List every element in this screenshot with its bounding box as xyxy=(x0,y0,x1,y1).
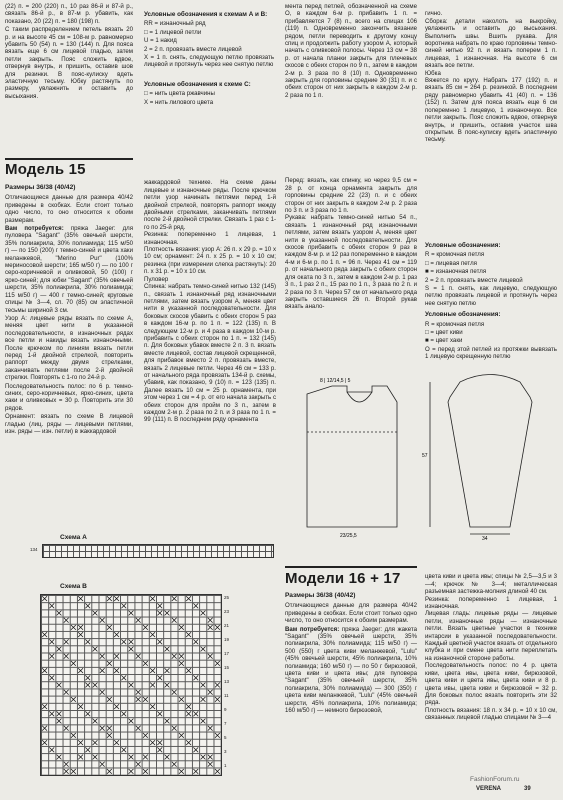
scheme-a-grid xyxy=(42,544,274,558)
legend-right-item: R = кромочная петля xyxy=(425,320,485,328)
scheme-b-row-number: 9 xyxy=(224,707,227,712)
model15-pattern-a: Узор А: лицевые ряды вязать по схеме А, меняя цвет нити в указанной последовательности, в изнаночных рядах все петли и накиды вязать изнаночными. После крючком по линиям вязать петли перед 1-й двойной стрелкой, повторить раппорт между двумя стрелками, заканчивать петлями после 2-й двойной стрелки. Повторять с 1-го по 24-й р. xyxy=(5,314,133,382)
col1-paragraph-1: (22) п. = 200 (220) п., 10 раз 86-й и 87-й р., связать 86-й р., в 87-м р. убавить, как показано, 20 (22) п. = 180 (198) п. xyxy=(5,3,133,25)
legend-ab-block xyxy=(144,3,274,153)
model1617-techniques: цвета киви и цвета ивы; спицы № 2,5—3,5 и 3—4; крючок № 3—4; металлическая разъемная застежка-молния длиной 40 см. Резинка: попеременно 1 лицевая, 1 изнаночная. Лицевая гладь: лицевые ряды — лицевые петли, изнаночные ряды — изнаночные петли. Вязать цветные участки в технике интарсии в указанной последовательности. Каждый цветной участок вязать от отдельного клубка и при смене цвета нити переплетать на изнаночной стороне работы. Последовательность полос: по 4 р. цвета киви, цвета ивы, цвета киви, бирюзовой, цвета киви и цвета ивы, цвета киви и 8 р. цвета ивы, цвета киви и бирюзовой = 32 р. Для боковых полос вязать повторить эти 32 ряда. Плотность вязания: 18 п. х 34 р. = 10 х 10 см, связанных лицевой гладью спицами № 3—4 xyxy=(425,573,557,722)
legend-right-item: R = кромочная петля xyxy=(425,251,485,259)
model1617-intro: Отличающиеся данные для размера 40/42 приведены в скобках. Если стоит только одно число, то оно относится к обоим размерам. xyxy=(285,602,417,625)
model15-rule xyxy=(5,158,133,160)
legend-right-item: □ = лицевая петля xyxy=(425,259,477,267)
legend-ab-item: U = 1 накид xyxy=(144,37,177,45)
model15-ornament: Орнамент: вязать по схеме В лицевой гладью (лиц. ряды — лицевыми петлями, изн. ряды — изн. петли) в жаккардовой xyxy=(5,413,133,435)
model15-materials: пряжа Jaeger: для пуловера "Sagant" (35% овечьей шерсти, 35% полиакрила, 30% полиамида; 115 м/50 г) — по 150 (200) г темно-синей и цвета хаки меланжевой, "Merino Pur" (100% мериносовой шерсти; 165 м/50 г) — по 100 г серо-коричневой и оливковой, 50 (100) г ярко-синей; для юбки "Sagant" (35% овечьей шерсти, 35% полиакрила, 30% полиамида; 115 м/50 г) — 400 г темно-синей; круговые спицы № 3—4, сл. 70 (85) см эластичной тесьмы шириной 3 см. xyxy=(5,225,133,314)
legend-right-item: S = 1 п. снять, как лицевую, следующую петлю провязать лицевой и протянуть через нее снятую петлю xyxy=(425,285,557,307)
col1-paragraph-2: С таким распределением петель вязать 20 р. и на высоте 45 см = 108-м р. равномерно убавить 50 (54) п. = 130 (144) п. Для пояса вязать еще 6 см лицевой гладью, затем петли закрыть. Пояс сложить вдвое, отвернув внутрь, и пришить, оставив шов для резинки. В пояс-кулиску вдеть эластичную тесьму. Юбку растянуть по размеру, увлажнить и оставить до высыхания. xyxy=(5,26,133,100)
col4-top-text xyxy=(425,3,557,235)
legend-right-item: ■ = цвет хаки xyxy=(425,337,463,345)
col3-top-text xyxy=(285,3,417,167)
scheme-b-marks xyxy=(41,595,221,775)
pattern1-top-label: 8 | 12/14,5 | 5 xyxy=(320,378,351,384)
scheme-b-row-numbers xyxy=(224,594,238,774)
scheme-b-row-number: 25 xyxy=(224,595,230,600)
sleeve-pattern-svg xyxy=(420,372,558,540)
scheme-b-row-number: 3 xyxy=(224,749,227,754)
legend-c-item: □ = нить цвета ржавчины xyxy=(144,90,215,98)
footer-watermark: FashionForum.ru xyxy=(470,776,520,783)
legend-ab-item: □ = 1 лицевой петли xyxy=(144,28,202,36)
legend-right-item: 2 = 2 п. провязать вместе лицевой xyxy=(425,276,523,284)
col1-top-text xyxy=(5,3,133,153)
model1617-rule xyxy=(285,566,417,568)
scheme-b-row-number: 23 xyxy=(224,609,230,614)
legend-right-title: Условные обозначения: xyxy=(425,242,501,249)
scheme-b-row-number: 13 xyxy=(224,679,230,684)
legend-ab-item: 2 = 2 п. провязать вместе лицевой xyxy=(144,45,242,53)
pattern-sleeve-outline xyxy=(448,375,532,528)
pullover-pattern-svg xyxy=(292,372,412,540)
pattern-front-outline xyxy=(307,386,397,527)
scheme-b-row-number: 7 xyxy=(224,721,227,726)
model1617-materials: пряжа Jaeger: для жакета "Sagant" (35% овечьей шерсти, 35% полиакрила, 30% полиамида; 115 м/50 г) — 500 (550) г цвета киви меланжевой, "Lulu" (45% овечьей шерсти, 45% полиакрила, 10% полиамида; 160 м/50 г) — по 50 г бирюзовой, цвета киви и цвета ивы; для пуловера "Sagant" (35% овечьей шерсти, 35% полиакрила, 30% полиамида) — 300 (350) г цвета киви меланжевой, "Lulu" (45% овечьей шерсти, 45% полиакрила, 10% полиамида; 160 м/50 г) — немного бирюзовой, xyxy=(285,625,417,715)
legend-right-item: O = перед этой петлей из протяжки вывязать 1 лицевую скрещенную петлю xyxy=(425,345,557,361)
assembly-and-skirt: гично. Сборка: детали наколоть на выкройку, увлажнить и оставить до высыхания. Выполнить швы. Вшить рукава. Для воротника набрать по краю горловины темно-синей нитью 92 п. и вязать поперем 1 п. лицевая, 1 изнаночная. На высоте 6 см вязать все петли. Юбка Вяжется по кругу. Набрать 177 (192) п. и вязать 85 см = 264 р. резинкой. В последнем ряду равномерно убавить 41 (40) п. = 136 (152) п. Затем для пояса вязать еще 6 см поперемнно 1 лицевую, 1 изнаночную. Все петли закрыть. Пояс сложить вдвое, отвернув внутрь, и пришить, оставив участок шва открытым. В пояс-кулиску вдеть эластичную тесьму. xyxy=(425,10,557,144)
model1617-sizes: Размеры 36/38 (40/42) xyxy=(285,592,356,599)
scheme-b-row-number: 15 xyxy=(224,665,230,670)
scheme-b-grid xyxy=(40,594,222,776)
pattern-neckline xyxy=(347,392,372,402)
legend-right-block xyxy=(425,238,557,368)
model1617-materials-title: Вам потребуется: xyxy=(285,625,340,633)
model15-title: Модель 15 xyxy=(5,161,86,178)
scheme-a-title: Схема А xyxy=(60,534,87,541)
scheme-b-row-number: 21 xyxy=(224,623,230,628)
model15-materials-title: Вам потребуется: xyxy=(5,225,64,233)
legend-c-item: X = нить лилового цвета xyxy=(144,98,214,106)
legend-ab-title: Условные обозначения к схемам А и В: xyxy=(144,11,268,18)
legend-right-title-2: Условные обозначения: xyxy=(425,311,501,319)
pattern1-bottom-label: 23/25,5 xyxy=(340,533,357,539)
model1617-title: Модели 16 + 17 xyxy=(285,570,401,587)
scheme-b-row-number: 11 xyxy=(224,693,229,698)
front-sleeves-instructions: Перед: вязать, как спинку, но через 9,5 см = 28 р. от конца орнамента закрыть для горловины средние 22 (23) п. и с обеих сторон от них закрыть в каждом 2-м р. 2 раза по 3 п. и 3 раза по 1 п. Рукава: набрать темно-синей нитью 54 п., связать 1 изнаночный ряд изнаночными петлями, затем вязать узором А, меняя цвет нити в указанной последовательности. Для скосов прибавить с обеих сторон 9 раз в каждом 8-м р. и 12 раз попеременно в каждом 4-м и 6-м р. по 1 п. = 96 п. Через 41 см = 119 р. от начального ряда закрыть с обеих сторон для оката по 3 п., затем в каждом 2-м р. 1 раз 3 п., 1 раз 2 п., 15 раз по 1 п., 3 раза по 2 п. и 2 раза по 3 п. Через 57 см от начального ряда закрыть оставшиеся 26 п. Второй рукав вязать анало- xyxy=(285,177,417,311)
legend-right-item: ■ = изнаночная петля xyxy=(425,268,487,276)
pullover-instructions: жаккардовой технике. На схеме даны лицевые и изнаночные ряды. После крючком петли узор начинать петлями перед 1-й двойной стрелкой, повторять раппорт между двойными стрелками, заканчивать петлями после 2-й двойной стрелки. Связать 1 раз с 1-го по 25-й ряд. Резинка: попеременно 1 лицевая, 1 изнаночная. Плотность вязания: узор А: 26 п. х 29 р. = 10 х 10 см; орнамент: 24 п. х 25 р. = 10 х 10 см; резинка (при измерении слегка растянуть): 20 п. х 31 р. = 10 х 10 см. Пуловер Спинка: набрать темно-синей нитью 132 (145) п., связать 1 изнаночный ряд изнаночными петлями, затем вязать узором А, меняя цвет нити в указанной последовательности. Для боковых скосов убавить с обеих сторон 5 раз в каждом 16-м р. по 1 п. = 122 (135) п. В следующем 12-м р. и 4 раза в каждом 10-м р. прибавить с обеих сторон по 1 п. = 132 (145) п. Для боковых убавок вместе 2 п. 3 п. вязать вместе лицевой, состав лицевой скрещенной, для прибавок вместо 2 п. провязать вместе, вязать 2 лицевые петли. Через 46 см = 133 р. от начального ряда провязать 134-й р. схемы, убавив, как показано, 9 (10) п. = 123 (135) п. Далее вязать 10 см = 25 р. орнамента, при этом через 1 см = 4 р. от его начала закрыть с обеих сторон для пройм по 3 п., затем в каждом 2-м р. 2 раза по 2 п. и 3 раза по 1 п. = 99 (111) п. В последнем ряду орнамента xyxy=(144,179,276,424)
scheme-b-row-number: 5 xyxy=(224,735,227,740)
scheme-a-row-label: 134 xyxy=(30,547,38,552)
legend-right-item: □ = цвет киви xyxy=(425,329,463,337)
model15-stripes: Последовательность полос: по 6 р. темно-синих, серо-коричневых, ярко-синих, цвета хаки и оливковых = 30 р. Повторить эти 30 рядов. xyxy=(5,382,133,412)
col4-bottom-text xyxy=(425,566,557,781)
col3-mid-text xyxy=(285,170,417,370)
pattern2-bottom-label: 34 xyxy=(482,536,488,540)
scheme-b-title: Схема В xyxy=(60,583,87,590)
model15-sizes: Размеры 36/38 (40/42) xyxy=(5,184,76,191)
model15-intro: Отличающиеся данные для размера 40/42 приведены в скобках. Если стоит только одно число, то оно относится к обоим размерам. xyxy=(5,194,133,224)
model15-text xyxy=(5,182,133,534)
footer-brand: VERENA xyxy=(476,786,502,792)
scheme-b-row-number: 17 xyxy=(224,651,230,656)
model1617-text xyxy=(285,590,417,795)
scheme-b-row-number: 19 xyxy=(224,637,230,642)
scheme-b-row-number: 1 xyxy=(224,763,227,768)
pattern2-side-label: 57 xyxy=(422,453,428,459)
front-continuation: мента перед петлей, обозначенной на схеме О, в каждом 6-м р. прибавить 1 п. = прибавляется 7 (8) п., всего на спицах 106 (119) п. Одновременно закончить вязание рядом, петли переводить к другому концу спиц и продолжить работу узором А, который начать с оливковой полосы. Через 13 см = 38 р. от начала планки закрыть для плечевых скосов с обеих сторон по 9 п., затем в каждом 2-м р. 3 раза по 8 (10) п. Одновременно закрыть для горловины средние 30 (31) п. и с обеих сторон от них закрыть в каждом 2-м р. 2 раза по 1 п. xyxy=(285,3,417,99)
legend-c-title: Условные обозначения к схеме С: xyxy=(144,80,251,88)
legend-ab-item: X = 1 п. снять, следующую петлю провязать лицевой и протянуть через нее снятую петлю xyxy=(144,54,274,69)
legend-ab-item: RR = изнаночный ряд xyxy=(144,20,206,28)
col2-mid-text xyxy=(144,172,276,534)
footer-page-number: 39 xyxy=(524,786,531,792)
